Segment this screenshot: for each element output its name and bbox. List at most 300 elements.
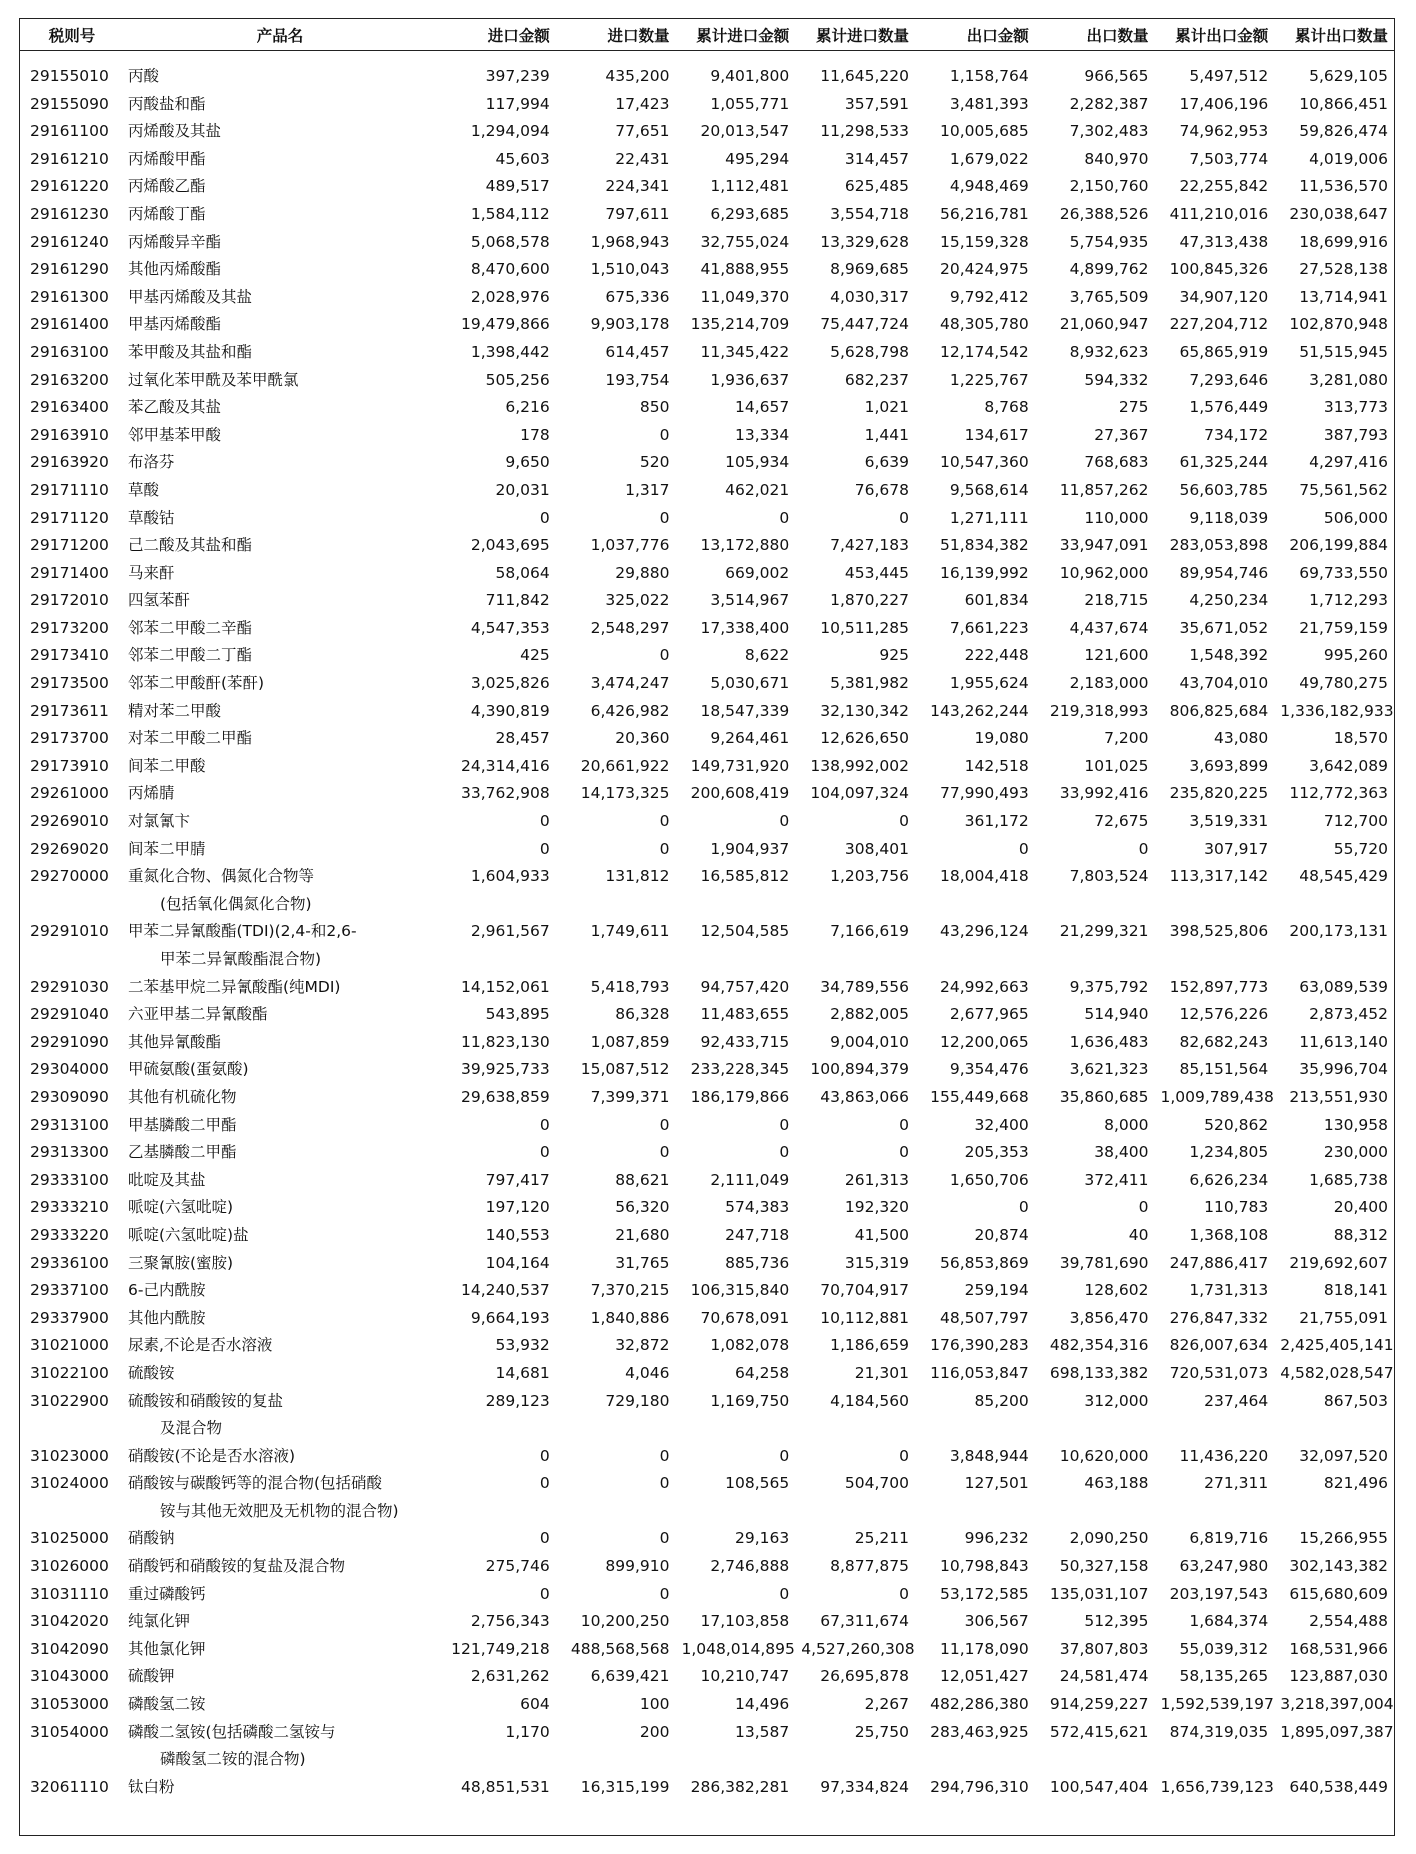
- cell-export-qty: 482,354,316: [1049, 1336, 1149, 1355]
- cell-code: 29291040: [30, 1005, 109, 1024]
- table-row: [20, 1056, 1394, 1084]
- cell-export-qty: 0: [1138, 1198, 1149, 1217]
- cell-code: 29313100: [30, 1115, 109, 1134]
- cell-export-amount: 0: [1018, 839, 1029, 858]
- cell-code: 29173200: [30, 618, 109, 637]
- trade-table-frame: [19, 18, 1395, 1836]
- cell-export-amount: 12,174,542: [940, 342, 1029, 361]
- product-name: 甲基膦酸二甲酯: [128, 1115, 237, 1134]
- cell-import-qty: 1,968,943: [590, 232, 670, 251]
- cell-name: [124, 1774, 436, 1802]
- cell-name: [124, 449, 436, 477]
- cell-cum-import-qty: 308,401: [844, 839, 909, 858]
- product-name: 其他氯化钾: [128, 1639, 206, 1658]
- cell-cum-export-qty: 506,000: [1323, 508, 1388, 527]
- cell-export-amount: 1,158,764: [949, 67, 1029, 85]
- cell-export-qty: 219,318,993: [1049, 701, 1149, 720]
- cell-cum-import-qty: 5,381,982: [830, 674, 909, 693]
- cell-import-qty: 1,840,886: [590, 1308, 670, 1327]
- cell-import-qty: 2,548,297: [590, 618, 670, 637]
- cell-export-amount: 18,004,418: [940, 867, 1029, 886]
- header-code: 税则号: [20, 19, 124, 51]
- cell-export-amount: 306,567: [964, 1612, 1029, 1631]
- cell-cum-import-qty: 25,750: [854, 1722, 909, 1741]
- cell-cum-import-amount: 11,345,422: [700, 342, 790, 361]
- table-row: [20, 1167, 1394, 1195]
- table-row: [20, 1470, 1394, 1525]
- cell-code: 29333100: [30, 1170, 109, 1189]
- cell-cum-import-qty: 9,004,010: [830, 1032, 909, 1051]
- cell-name: [124, 284, 436, 312]
- cell-export-amount: 1,650,706: [949, 1170, 1029, 1189]
- cell-code: 29172010: [30, 591, 109, 610]
- cell-cum-export-amount: 12,576,226: [1179, 1005, 1269, 1024]
- cell-cum-import-amount: 18,547,339: [700, 701, 790, 720]
- table-row: [20, 1636, 1394, 1664]
- cell-cum-export-amount: 1,576,449: [1189, 398, 1269, 417]
- product-name: 对氯氰卞: [128, 812, 191, 831]
- cell-cum-export-qty: 4,019,006: [1309, 149, 1388, 168]
- cell-export-amount: 48,507,797: [940, 1308, 1029, 1327]
- cell-code: 31024000: [30, 1474, 109, 1493]
- cell-cum-import-amount: 1,048,014,895: [681, 1639, 795, 1658]
- product-name: 其他内酰胺: [128, 1308, 206, 1327]
- cell-cum-export-amount: 227,204,712: [1169, 315, 1269, 334]
- cell-export-qty: 3,621,323: [1069, 1060, 1149, 1079]
- table-row: [20, 780, 1394, 808]
- cell-export-qty: 914,259,227: [1049, 1695, 1149, 1714]
- cell-name: [124, 1222, 436, 1250]
- cell-name: [124, 229, 436, 257]
- cell-cum-import-qty: 0: [899, 1115, 909, 1134]
- cell-cum-import-qty: 26,695,878: [820, 1667, 909, 1686]
- cell-cum-export-amount: 3,693,899: [1189, 756, 1269, 775]
- header-cum-import-qty: 累计进口数量: [795, 19, 915, 51]
- cell-import-qty: 899,910: [605, 1557, 670, 1576]
- product-name: 草酸: [128, 480, 160, 499]
- cell-cum-export-amount: 100,845,326: [1169, 260, 1269, 279]
- cell-cum-export-amount: 56,603,785: [1179, 480, 1269, 499]
- cell-import-qty: 488,568,568: [570, 1639, 670, 1658]
- cell-import-amount: 53,932: [495, 1336, 550, 1355]
- table-header: [20, 19, 1394, 51]
- cell-cum-import-amount: 0: [779, 1143, 790, 1162]
- cell-name: [124, 173, 436, 201]
- cell-code: 29291090: [30, 1032, 109, 1051]
- cell-code: 29337100: [30, 1281, 109, 1300]
- cell-import-qty: 1,087,859: [590, 1032, 670, 1051]
- table-row: [20, 1360, 1394, 1388]
- cell-cum-import-amount: 1,169,750: [710, 1391, 790, 1410]
- cell-export-qty: 4,437,674: [1069, 618, 1149, 637]
- cell-name: [124, 615, 436, 643]
- product-name: 丙烯腈: [128, 784, 175, 803]
- cell-cum-export-qty: 615,680,609: [1289, 1584, 1388, 1603]
- product-name: 哌啶(六氢吡啶): [128, 1198, 234, 1217]
- cell-export-amount: 1,679,022: [949, 149, 1029, 168]
- cell-cum-import-amount: 8,622: [744, 646, 790, 665]
- cell-export-amount: 12,051,427: [940, 1667, 1029, 1686]
- cell-export-amount: 116,053,847: [930, 1363, 1029, 1382]
- cell-export-amount: 24,992,663: [940, 977, 1029, 996]
- cell-import-amount: 3,025,826: [470, 674, 550, 693]
- cell-name: [124, 1525, 436, 1553]
- cell-import-qty: 32,872: [615, 1336, 670, 1355]
- header-import-amount: 进口金额: [436, 19, 556, 51]
- cell-cum-import-amount: 186,179,866: [690, 1087, 790, 1106]
- table-row: [20, 1305, 1394, 1333]
- cell-export-qty: 101,025: [1084, 756, 1149, 775]
- cell-import-qty: 224,341: [605, 177, 670, 196]
- cell-import-amount: 9,664,193: [470, 1308, 550, 1327]
- cell-export-qty: 11,857,262: [1059, 480, 1149, 499]
- table-row: [20, 1581, 1394, 1609]
- cell-cum-export-qty: 48,545,429: [1299, 867, 1388, 886]
- cell-cum-export-qty: 10,866,451: [1299, 94, 1388, 113]
- cell-name: [124, 1112, 436, 1140]
- cell-name: [124, 1056, 436, 1084]
- cell-import-amount: 604: [520, 1695, 550, 1714]
- cell-cum-import-amount: 17,338,400: [700, 618, 790, 637]
- cell-cum-export-qty: 88,312: [1333, 1225, 1388, 1244]
- product-name: 硫酸铵: [128, 1363, 175, 1382]
- cell-cum-export-amount: 1,684,374: [1189, 1612, 1269, 1631]
- cell-import-amount: 121,749,218: [451, 1639, 550, 1658]
- cell-import-amount: 397,239: [485, 67, 550, 85]
- cell-cum-export-amount: 110,783: [1204, 1198, 1269, 1217]
- cell-name: [124, 1636, 436, 1664]
- cell-export-amount: 259,194: [964, 1281, 1029, 1300]
- cell-cum-export-qty: 21,755,091: [1299, 1308, 1388, 1327]
- cell-name: [124, 642, 436, 670]
- cell-cum-export-qty: 995,260: [1323, 646, 1388, 665]
- table-row: [20, 1691, 1394, 1719]
- cell-cum-import-amount: 2,111,049: [710, 1170, 790, 1189]
- cell-import-amount: 20,031: [495, 480, 550, 499]
- cell-export-amount: 48,305,780: [940, 315, 1029, 334]
- cell-import-amount: 19,479,866: [461, 315, 550, 334]
- cell-name: [124, 863, 436, 918]
- cell-export-amount: 9,354,476: [949, 1060, 1029, 1079]
- cell-import-amount: 58,064: [495, 563, 550, 582]
- product-name-continued: 及混合物: [160, 1419, 223, 1438]
- cell-export-amount: 43,296,124: [940, 922, 1029, 941]
- cell-cum-export-qty: 123,887,030: [1289, 1667, 1388, 1686]
- cell-cum-import-amount: 135,214,709: [690, 315, 790, 334]
- cell-cum-import-qty: 925: [879, 646, 909, 665]
- product-name: 四氢苯酐: [128, 591, 191, 610]
- cell-name: [124, 918, 436, 973]
- cell-cum-export-qty: 2,873,452: [1309, 1005, 1388, 1024]
- cell-import-qty: 5,418,793: [590, 977, 670, 996]
- cell-cum-import-qty: 70,704,917: [820, 1281, 909, 1300]
- cell-code: 29171200: [30, 536, 109, 555]
- table-row: [20, 974, 1394, 1002]
- cell-cum-import-qty: 682,237: [844, 370, 909, 389]
- cell-code: 31042090: [30, 1639, 109, 1658]
- cell-name: [124, 1388, 436, 1443]
- table-row: [20, 1001, 1394, 1029]
- cell-cum-export-qty: 35,996,704: [1299, 1060, 1388, 1079]
- cell-import-qty: 1,317: [625, 480, 670, 499]
- table-row: [20, 1608, 1394, 1636]
- header-export-amount: 出口金额: [915, 19, 1035, 51]
- cell-cum-export-qty: 27,528,138: [1299, 260, 1388, 279]
- cell-cum-export-amount: 17,406,196: [1179, 94, 1269, 113]
- cell-cum-import-qty: 13,329,628: [820, 232, 909, 251]
- cell-export-qty: 698,133,382: [1049, 1363, 1149, 1382]
- cell-import-amount: 1,604,933: [470, 867, 550, 886]
- cell-import-amount: 2,028,976: [470, 287, 550, 306]
- product-name: 其他异氰酸酯: [128, 1032, 222, 1051]
- product-name: 间苯二甲腈: [128, 839, 206, 858]
- cell-cum-export-amount: 237,464: [1204, 1391, 1269, 1410]
- table-row: [20, 422, 1394, 450]
- cell-code: 29155090: [30, 94, 109, 113]
- cell-name: [124, 698, 436, 726]
- cell-import-amount: 425: [520, 646, 550, 665]
- cell-code: 29171110: [30, 480, 109, 499]
- cell-export-qty: 5,754,935: [1069, 232, 1149, 251]
- cell-cum-export-qty: 219,692,607: [1289, 1253, 1388, 1272]
- table-row: [20, 118, 1394, 146]
- cell-name: [124, 1581, 436, 1609]
- cell-cum-export-amount: 74,962,953: [1179, 122, 1269, 141]
- product-name: 磷酸氢二铵: [128, 1695, 206, 1714]
- cell-cum-import-amount: 495,294: [725, 149, 790, 168]
- cell-cum-import-qty: 192,320: [844, 1198, 909, 1217]
- cell-cum-export-amount: 85,151,564: [1179, 1060, 1269, 1079]
- table-row: [20, 1250, 1394, 1278]
- cell-import-qty: 0: [659, 646, 670, 665]
- cell-import-qty: 6,639,421: [590, 1667, 670, 1686]
- cell-export-qty: 1,636,483: [1069, 1032, 1149, 1051]
- product-name: 精对苯二甲酸: [128, 701, 222, 720]
- cell-import-amount: 4,390,819: [470, 701, 550, 720]
- product-name-continued: (包括氧化偶氮化合物): [160, 894, 312, 913]
- cell-export-qty: 35,860,685: [1059, 1087, 1149, 1106]
- cell-cum-import-qty: 7,427,183: [830, 536, 909, 555]
- cell-cum-export-qty: 20,400: [1333, 1198, 1388, 1217]
- cell-name: [124, 311, 436, 339]
- product-name: 硝酸铵(不论是否水溶液): [128, 1446, 296, 1465]
- cell-cum-import-amount: 1,936,637: [710, 370, 790, 389]
- cell-cum-import-amount: 13,587: [735, 1722, 790, 1741]
- cell-cum-export-amount: 7,503,774: [1189, 149, 1269, 168]
- table-row: [20, 311, 1394, 339]
- cell-cum-import-amount: 0: [779, 1115, 790, 1134]
- cell-cum-import-amount: 9,401,800: [710, 67, 790, 85]
- table-row: [20, 1277, 1394, 1305]
- cell-code: 29163910: [30, 425, 109, 444]
- cell-name: [124, 394, 436, 422]
- cell-cum-export-amount: 61,325,244: [1179, 453, 1269, 472]
- cell-cum-import-amount: 16,585,812: [700, 867, 790, 886]
- cell-cum-export-qty: 13,714,941: [1299, 287, 1388, 306]
- cell-name: [124, 1332, 436, 1360]
- cell-import-amount: 5,068,578: [470, 232, 550, 251]
- cell-cum-import-qty: 138,992,002: [810, 756, 909, 775]
- cell-import-amount: 39,925,733: [461, 1060, 550, 1079]
- cell-code: 31021000: [30, 1336, 109, 1355]
- cell-export-qty: 275: [1118, 398, 1149, 417]
- product-name: 苯甲酸及其盐和酯: [128, 342, 253, 361]
- cell-import-amount: 9,650: [505, 453, 550, 472]
- cell-cum-import-amount: 41,888,955: [700, 260, 790, 279]
- product-name: 乙基膦酸二甲酯: [128, 1143, 237, 1162]
- cell-import-qty: 797,611: [605, 204, 670, 223]
- table-row: [20, 1222, 1394, 1250]
- cell-cum-import-qty: 8,969,685: [830, 260, 909, 279]
- product-name: 甲苯二异氰酸酯(TDI)(2,4-和2,6-: [128, 922, 357, 941]
- cell-code: 29163920: [30, 453, 109, 472]
- cell-cum-import-amount: 669,002: [725, 563, 790, 582]
- cell-cum-import-qty: 0: [899, 1446, 909, 1465]
- cell-cum-export-amount: 520,862: [1204, 1115, 1269, 1134]
- cell-export-qty: 840,970: [1084, 149, 1149, 168]
- cell-code: 31053000: [30, 1695, 109, 1714]
- cell-cum-import-qty: 76,678: [854, 480, 909, 499]
- cell-cum-export-qty: 4,582,028,547: [1280, 1363, 1394, 1382]
- product-name: 硝酸铵与碳酸钙等的混合物(包括硝酸: [128, 1474, 383, 1493]
- table-row: [20, 1332, 1394, 1360]
- table-row: [20, 201, 1394, 229]
- product-name: 间苯二甲酸: [128, 756, 206, 775]
- cell-name: [124, 1719, 436, 1774]
- table-row: [20, 698, 1394, 726]
- cell-import-amount: 45,603: [495, 149, 550, 168]
- product-name: 布洛芬: [128, 453, 175, 472]
- cell-cum-export-qty: 712,700: [1323, 812, 1388, 831]
- product-name: 纯氯化钾: [128, 1612, 191, 1631]
- table-row: [20, 1139, 1394, 1167]
- cell-code: 29304000: [30, 1060, 109, 1079]
- cell-name: [124, 1029, 436, 1057]
- cell-export-qty: 8,000: [1104, 1115, 1149, 1134]
- cell-name: [124, 505, 436, 533]
- cell-cum-import-amount: 17,103,858: [700, 1612, 790, 1631]
- cell-export-amount: 16,139,992: [940, 563, 1029, 582]
- cell-import-amount: 4,547,353: [470, 618, 550, 637]
- cell-name: [124, 560, 436, 588]
- cell-import-amount: 0: [539, 1584, 550, 1603]
- cell-cum-import-qty: 1,186,659: [830, 1336, 909, 1355]
- cell-cum-export-qty: 15,266,955: [1299, 1529, 1388, 1548]
- table-row: [20, 394, 1394, 422]
- cell-name: [124, 974, 436, 1002]
- cell-export-qty: 9,375,792: [1069, 977, 1149, 996]
- product-name: 马来酐: [128, 563, 175, 582]
- cell-export-amount: 9,792,412: [949, 287, 1029, 306]
- cell-cum-import-qty: 10,511,285: [820, 618, 909, 637]
- cell-code: 29161230: [30, 204, 109, 223]
- product-name: 苯乙酸及其盐: [128, 398, 222, 417]
- table-row: [20, 477, 1394, 505]
- cell-cum-import-qty: 25,211: [854, 1529, 909, 1548]
- cell-cum-import-qty: 0: [899, 508, 909, 527]
- cell-import-qty: 3,474,247: [590, 674, 670, 693]
- cell-cum-import-qty: 1,441: [864, 425, 909, 444]
- table-row: [20, 91, 1394, 119]
- cell-cum-export-amount: 806,825,684: [1169, 701, 1269, 720]
- cell-export-amount: 3,481,393: [949, 94, 1029, 113]
- cell-export-amount: 205,353: [964, 1143, 1029, 1162]
- cell-cum-import-amount: 10,210,747: [700, 1667, 790, 1686]
- product-name: 丙烯酸乙酯: [128, 177, 206, 196]
- cell-name: [124, 1305, 436, 1333]
- cell-code: 29171120: [30, 508, 109, 527]
- cell-cum-import-qty: 1,021: [864, 398, 909, 417]
- cell-cum-import-amount: 5,030,671: [710, 674, 790, 693]
- cell-cum-import-qty: 43,863,066: [820, 1087, 909, 1106]
- cell-name: [124, 256, 436, 284]
- cell-cum-export-amount: 1,234,805: [1189, 1143, 1269, 1162]
- cell-code: 29291010: [30, 922, 109, 941]
- table-row: [20, 560, 1394, 588]
- cell-cum-import-qty: 32,130,342: [820, 701, 909, 720]
- cell-cum-import-qty: 314,457: [844, 149, 909, 168]
- product-name: 丙酸盐和酯: [128, 94, 206, 113]
- cell-import-qty: 0: [659, 425, 670, 444]
- cell-cum-import-qty: 4,184,560: [830, 1391, 909, 1410]
- cell-name: [124, 1691, 436, 1719]
- cell-cum-import-qty: 8,877,875: [830, 1557, 909, 1576]
- cell-import-qty: 0: [659, 1529, 670, 1548]
- product-name: 丙烯酸异辛酯: [128, 232, 222, 251]
- table-row: [20, 532, 1394, 560]
- cell-import-amount: 33,762,908: [461, 784, 550, 803]
- cell-export-amount: 142,518: [964, 756, 1029, 775]
- table-row: [20, 505, 1394, 533]
- cell-cum-export-qty: 1,712,293: [1309, 591, 1388, 610]
- cell-cum-import-amount: 20,013,547: [700, 122, 790, 141]
- cell-cum-export-qty: 18,699,916: [1299, 232, 1388, 251]
- cell-code: 29270000: [30, 867, 109, 886]
- cell-import-amount: 14,681: [495, 1363, 550, 1382]
- cell-cum-export-amount: 307,917: [1204, 839, 1269, 858]
- cell-cum-import-qty: 3,554,718: [830, 204, 909, 223]
- cell-export-qty: 100,547,404: [1049, 1777, 1149, 1796]
- cell-cum-export-qty: 3,218,397,004: [1280, 1695, 1394, 1714]
- cell-export-qty: 372,411: [1084, 1170, 1149, 1189]
- table-row: [20, 587, 1394, 615]
- product-name: 哌啶(六氢吡啶)盐: [128, 1225, 249, 1244]
- cell-cum-import-qty: 504,700: [844, 1474, 909, 1493]
- cell-import-qty: 0: [659, 1115, 670, 1134]
- cell-import-amount: 11,823,130: [461, 1032, 550, 1051]
- cell-cum-import-amount: 13,334: [735, 425, 790, 444]
- product-name: 邻苯二甲酸二丁酯: [128, 646, 253, 665]
- cell-cum-export-amount: 22,255,842: [1179, 177, 1269, 196]
- cell-export-amount: 56,853,869: [940, 1253, 1029, 1272]
- cell-import-amount: 14,240,537: [461, 1281, 550, 1300]
- product-name: 重氮化合物、偶氮化合物等: [128, 867, 315, 886]
- cell-cum-import-amount: 3,514,967: [710, 591, 790, 610]
- cell-name: [124, 367, 436, 395]
- cell-import-amount: 0: [539, 1143, 550, 1162]
- product-name: 吡啶及其盐: [128, 1170, 206, 1189]
- cell-export-qty: 39,781,690: [1059, 1253, 1149, 1272]
- table-row: [20, 753, 1394, 781]
- cell-cum-import-amount: 1,082,078: [710, 1336, 790, 1355]
- cell-export-qty: 7,803,524: [1069, 867, 1149, 886]
- product-name: 尿素,不论是否水溶液: [128, 1336, 273, 1355]
- table-row: [20, 1084, 1394, 1112]
- cell-import-amount: 24,314,416: [461, 756, 550, 775]
- table-body: [20, 51, 1394, 1802]
- header-name: 产品名: [124, 19, 436, 51]
- cell-cum-export-qty: 640,538,449: [1289, 1777, 1388, 1796]
